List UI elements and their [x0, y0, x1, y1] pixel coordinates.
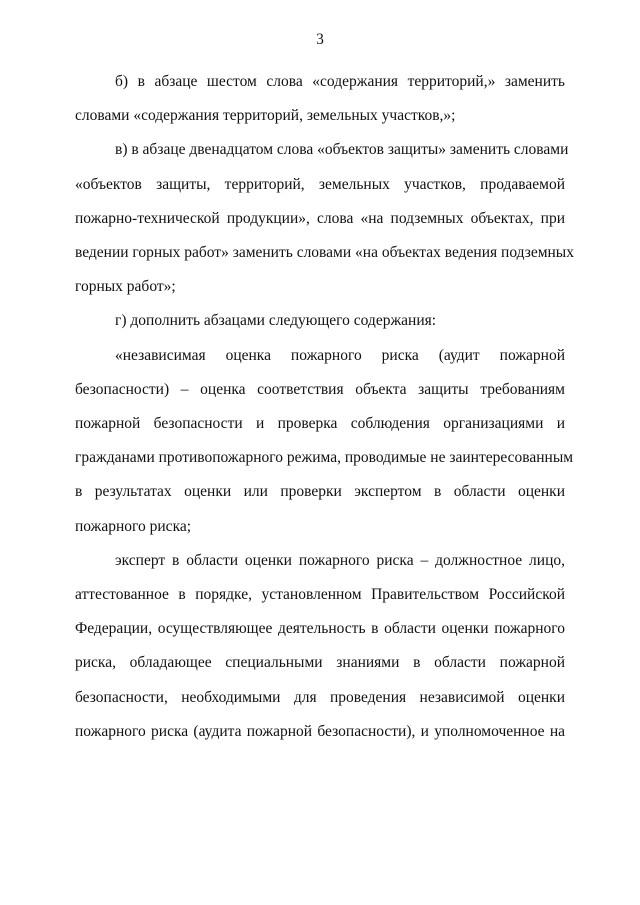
text-line: пожарной безопасности и проверка соблюдения организациями и [75, 415, 565, 433]
text-line: гражданами противопожарного режима, проводимые не заинтересованным [75, 449, 574, 467]
paragraph-definition-audit [75, 339, 574, 544]
text-line: в) в абзаце двенадцатом слова «объектов защиты» заменить словами [115, 141, 569, 159]
text-line: словами «содержания территорий, земельных участков,»; [75, 107, 456, 125]
text-line: пожарного риска (аудита пожарной безопасности), и уполномоченное на [75, 722, 565, 740]
document-body [75, 65, 574, 749]
paragraph-v [75, 133, 574, 304]
text-line: в результатах оценки или проверки экспертом в области оценки [75, 483, 565, 501]
paragraph-b [75, 65, 565, 133]
text-line: «объектов защиты, территорий, земельных участков, продаваемой [75, 175, 565, 193]
text-line: ведении горных работ» заменить словами «на объектах ведения подземных [75, 244, 574, 262]
text-line: безопасности, необходимыми для проведения независимой оценки [75, 688, 565, 706]
text-line: Федерации, осуществляющее деятельность в области оценки пожарного [75, 620, 565, 638]
text-line: эксперт в области оценки пожарного риска – должностное лицо, [115, 551, 565, 569]
page-number: 3 [316, 31, 324, 48]
text-line: «независимая оценка пожарного риска (аудит пожарной [115, 346, 565, 364]
text-line: пожарного риска; [75, 517, 192, 535]
text-line: пожарно-технической продукции», слова «на подземных объектах, при [75, 209, 565, 227]
paragraph-g [75, 304, 565, 338]
text-line: г) дополнить абзацами следующего содержания: [115, 312, 437, 330]
text-line: аттестованное в порядке, установленном Правительством Российской [75, 586, 565, 604]
text-line: горных работ»; [75, 278, 176, 296]
paragraph-definition-expert [75, 544, 565, 749]
text-line: риска, обладающее специальными знаниями в области пожарной [75, 654, 565, 672]
text-line: безопасности) – оценка соответствия объекта защиты требованиям [75, 380, 565, 398]
text-line: б) в абзаце шестом слова «содержания территорий,» заменить [115, 73, 565, 90]
